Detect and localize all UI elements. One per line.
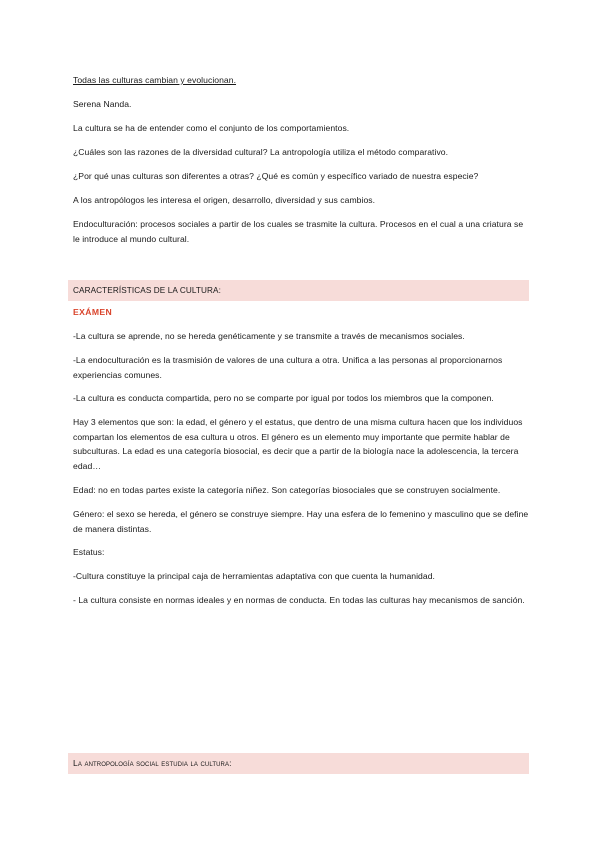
- paragraph: La cultura se ha de entender como el conjunto de los comportamientos.: [73, 123, 350, 133]
- section-heading: La antropología social estudia la cultura:: [73, 758, 232, 768]
- paragraph: Hay 3 elementos que son: la edad, el género y el estatus, que dentro de una misma cultura hacen que los individuos compartan los elementos de esa cultura u otros. El género es un elemento muy importante que permite hablar de subculturas. La edad es una categoría biosocial, es decir que a partir de la biología nace la adolescencia, la tercera edad…: [73, 417, 523, 471]
- paragraph: A los antropólogos les interesa el origen, desarrollo, diversidad y sus cambios.: [73, 195, 376, 205]
- paragraph: Endoculturación: procesos sociales a partir de los cuales se trasmite la cultura. Procesos en el cual a una criatura se le introduce al mundo cultural.: [73, 219, 524, 244]
- paragraph: - La cultura consiste en normas ideales y en normas de conducta. En todas las culturas hay mecanismos de sanción.: [73, 595, 525, 605]
- author-line: Serena Nanda.: [73, 99, 132, 109]
- paragraph: Edad: no en todas partes existe la categoría niñez. Son categorías biosociales que se construyen socialmente.: [73, 485, 501, 495]
- paragraph: -Cultura constituye la principal caja de herramientas adaptativa con que cuenta la humanidad.: [73, 571, 435, 581]
- paragraph: -La endoculturación es la trasmisión de valores de una cultura a otra. Unifica a las personas al proporcionarnos experiencias comunes.: [73, 355, 503, 380]
- section-heading: CARACTERÍSTICAS DE LA CULTURA:: [73, 286, 221, 295]
- paragraph: ¿Por qué unas culturas son diferentes a otras? ¿Qué es común y específico variado de nuestra especie?: [73, 171, 479, 181]
- paragraph: ¿Cuáles son las razones de la diversidad cultural? La antropología utiliza el método comparativo.: [73, 147, 449, 157]
- paragraph: Género: el sexo se hereda, el género se construye siempre. Hay una esfera de lo femenino y masculino que se define de manera distintas.: [73, 509, 529, 534]
- document-title: Todas las culturas cambian y evolucionan.: [73, 75, 237, 85]
- paragraph: -La cultura es conducta compartida, pero no se comparte por igual por todos los miembros que la componen.: [73, 393, 494, 403]
- paragraph: Estatus:: [73, 547, 105, 557]
- exam-label: EXÁMEN: [73, 307, 113, 317]
- paragraph: -La cultura se aprende, no se hereda genéticamente y se transmite a través de mecanismos sociales.: [73, 331, 465, 341]
